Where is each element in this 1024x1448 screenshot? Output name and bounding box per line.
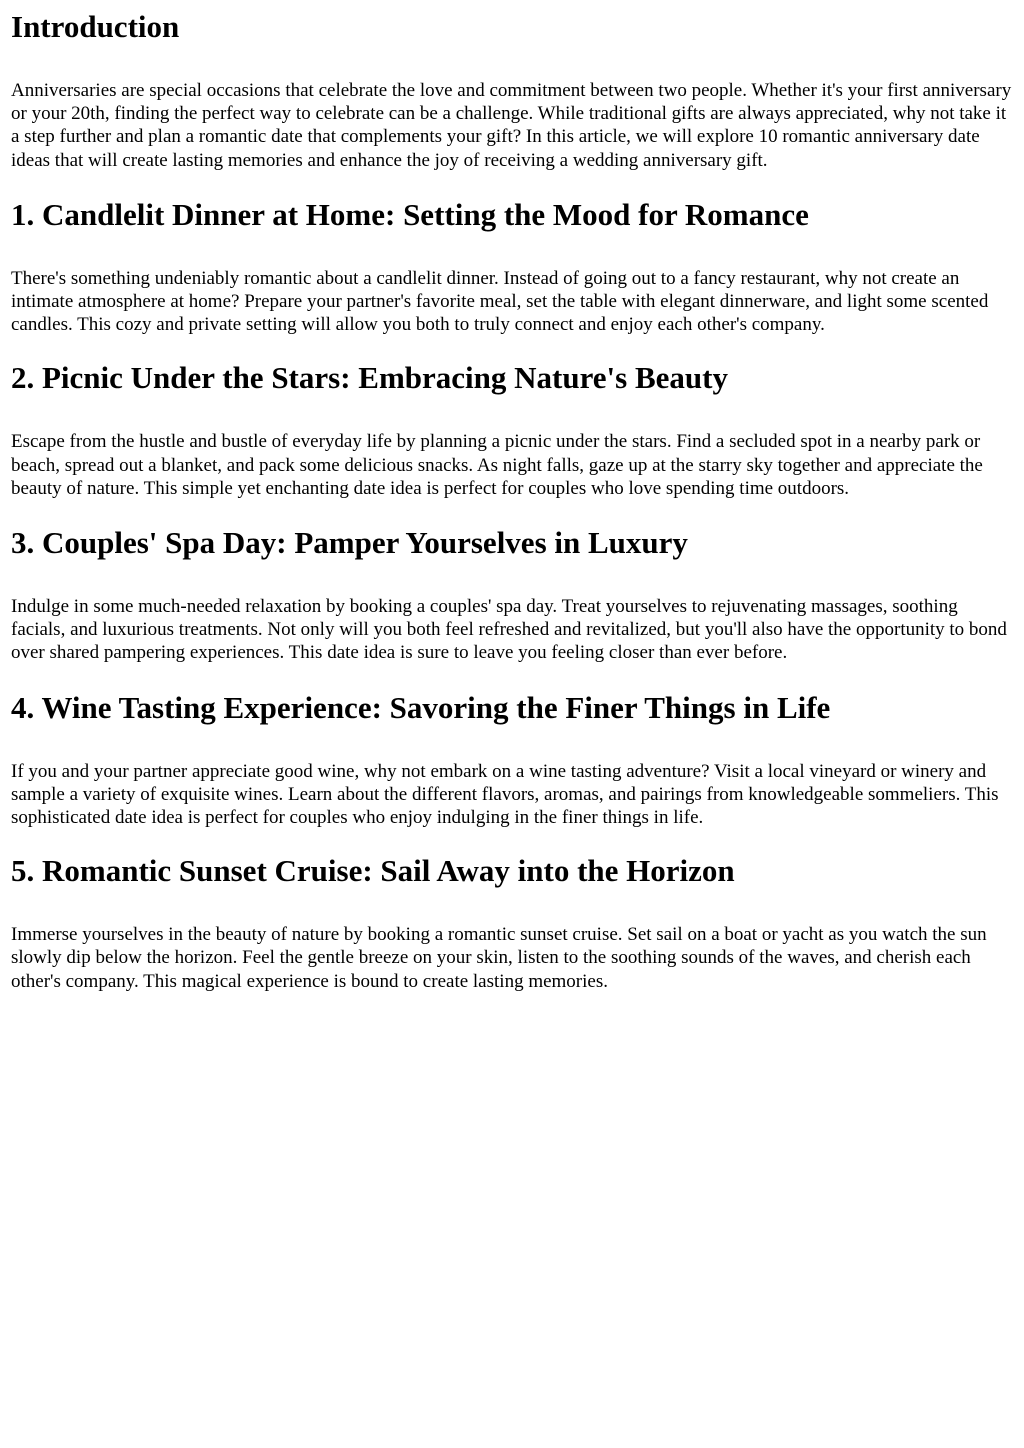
- section-heading: Introduction: [11, 9, 180, 44]
- section-paragraph: Escape from the hustle and bustle of everyday life by planning a picnic under the stars. Find a secluded spot in a nearby park or beach, spread out a blanket, and pack some delicious snacks. As night falls, gaze up at the starry sky together and appreciate the beauty of nature. This simple yet enchanting date idea is perfect for couples who love spending time outdoors.: [11, 431, 983, 499]
- section-heading: 3. Couples' Spa Day: Pamper Yourselves in Luxury: [11, 525, 688, 561]
- section-paragraph: If you and your partner appreciate good wine, why not embark on a wine tasting adventure? Visit a local vineyard or winery and sample a variety of exquisite wines. Learn about the different flavors, aromas, and pairings from knowledgeable sommeliers. This sophisticated date idea is perfect for couples who enjoy indulging in the finer things in life.: [11, 760, 999, 829]
- section-paragraph: Immerse yourselves in the beauty of nature by booking a romantic sunset cruise. Set sail on a boat or yacht as you watch the sun slowly dip below the horizon. Feel the gentle breeze on your skin, listen to the soothing sounds of the waves, and cherish each other's company. This magical experience is bound to create lasting memories.: [11, 924, 987, 992]
- section-heading: 4. Wine Tasting Experience: Savoring the Finer Things in Life: [11, 689, 831, 725]
- section-couples-spa-day: [11, 525, 1014, 665]
- section-heading: 2. Picnic Under the Stars: Embracing Nature's Beauty: [11, 360, 728, 396]
- section-picnic-under-stars: [11, 360, 1014, 500]
- section-heading: 5. Romantic Sunset Cruise: Sail Away into the Horizon: [11, 853, 735, 889]
- section-paragraph: There's something undeniably romantic about a candlelit dinner. Instead of going out to a fancy restaurant, why not create an intimate atmosphere at home? Prepare your partner's favorite meal, set the table with elegant dinnerware, and light some scented candles. This cozy and private setting will allow you both to truly connect and enjoy each other's company.: [11, 267, 989, 336]
- section-introduction: [11, 0, 1014, 172]
- section-wine-tasting: [11, 690, 1014, 830]
- section-paragraph: Anniversaries are special occasions that celebrate the love and commitment between two people. Whether it's your first anniversary or your 20th, finding the perfect way to celebrate can be a challenge. While traditional gifts are always appreciated, why not take it a step further and plan a romantic date that complements your gift? In this article, we will explore 10 romantic anniversary date ideas that will create lasting memories and enhance the joy of receiving a wedding anniversary gift.: [11, 80, 1012, 171]
- section-sunset-cruise: [11, 853, 1014, 993]
- section-heading: 1. Candlelit Dinner at Home: Setting the Mood for Romance: [11, 196, 809, 232]
- section-candlelit-dinner: [11, 197, 1014, 337]
- section-paragraph: Indulge in some much-needed relaxation by booking a couples' spa day. Treat yourselves to rejuvenating massages, soothing facials, and luxurious treatments. Not only will you both feel refreshed and revitalized, but you'll also have the opportunity to bond over shared pampering experiences. This date idea is sure to leave you feeling closer than ever before.: [11, 596, 1007, 664]
